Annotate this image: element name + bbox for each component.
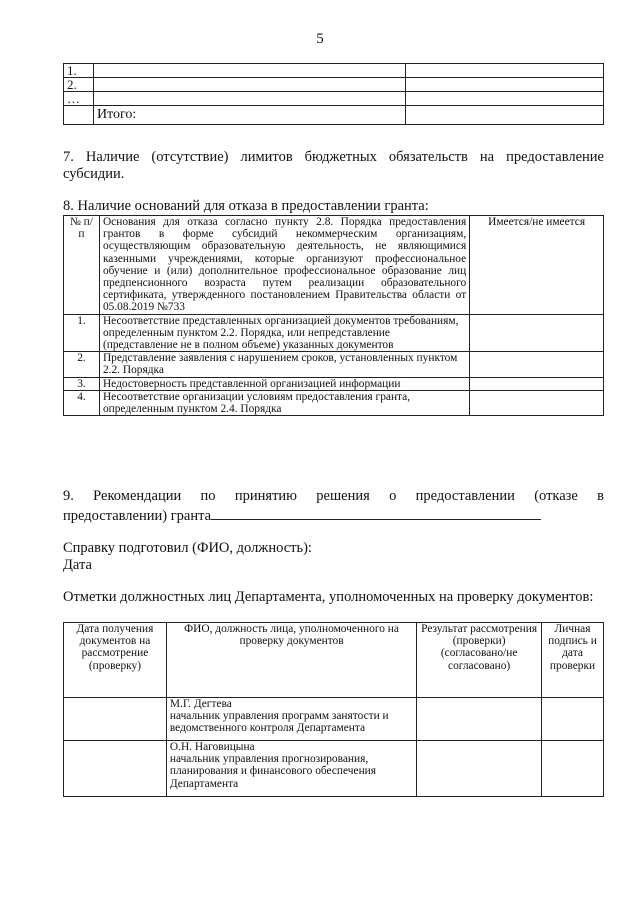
table-row: 2. Представление заявления с нарушением сроков, установленных пунктом 2.2. Порядка bbox=[64, 352, 604, 377]
table-row bbox=[64, 92, 604, 106]
officials-table bbox=[63, 622, 604, 797]
table-row bbox=[64, 64, 604, 78]
section-9-line2: предоставлении) гранта bbox=[63, 508, 212, 524]
total-row bbox=[64, 106, 604, 125]
row-number: … bbox=[64, 92, 94, 106]
header-basis: Основания для отказа согласно пункту 2.8. Порядка предоставления грантов в форме субсидий некоммерческим организациям, осуществляющим образовательную деятельность, не являющимися казенными учреждениями, которые организуют профессиональное обучение и (или) дополнительное профессиональное образование лиц предпенсионного возраста путем реализации образовательного сертификата, утвержденного постановлением Правительства области от 05.08.2019 №733 bbox=[99, 216, 469, 315]
row-number: 1. bbox=[64, 64, 94, 78]
refusal-grounds-table bbox=[63, 215, 604, 416]
table-row bbox=[64, 741, 604, 797]
totals-table bbox=[63, 63, 604, 125]
section-8-title: 8. Наличие оснований для отказа в предоставлении гранта: bbox=[63, 198, 429, 214]
official-name: О.Н. Наговицына bbox=[169, 741, 255, 753]
header-signature: Личная подпись и дата проверки bbox=[542, 623, 604, 698]
official-cell bbox=[166, 698, 416, 741]
total-label: Итого: bbox=[93, 106, 405, 125]
section-9-line1: 9. Рекомендации по принятию решения о предоставлении (отказе в bbox=[63, 488, 604, 504]
section-7-text: 7. Наличие (отсутствие) лимитов бюджетных обязательств на предоставление субсидии. bbox=[63, 149, 604, 182]
header-date: Дата получения документов на рассмотрение (проверку) bbox=[64, 623, 167, 698]
header-presence: Имеется/не имеется bbox=[470, 216, 604, 315]
official-position: начальник управления программ занятости и ведомственного контроля Департамента bbox=[169, 710, 389, 735]
table-row bbox=[64, 698, 604, 741]
row-number: 2. bbox=[64, 78, 94, 92]
section-9-line2-wrap bbox=[63, 505, 604, 525]
page-number: 5 bbox=[316, 31, 324, 47]
date-label: Дата bbox=[63, 557, 92, 573]
table-row: 1. Несоответствие представленных организацией документов требованиям, определенным пунктом 2.2. Порядка, или непредставление (представление не в полном объеме) указанных документов bbox=[64, 314, 604, 352]
official-cell bbox=[166, 741, 416, 797]
prepared-by: Справку подготовил (ФИО, должность): bbox=[63, 540, 312, 556]
table-header-row bbox=[64, 216, 604, 315]
answer-line bbox=[211, 505, 541, 520]
header-result: Результат рассмотрения (проверки) (согласовано/не согласовано) bbox=[417, 623, 542, 698]
table-row: 4. Несоответствие организации условиям предоставления гранта, определенным пунктом 2.4. Порядка bbox=[64, 390, 604, 415]
official-position: начальник управления прогнозирования, планирования и финансового обеспечения Департамента bbox=[169, 753, 377, 790]
header-fio: ФИО, должность лица, уполномоченного на проверку документов bbox=[166, 623, 416, 698]
officials-intro: Отметки должностных лиц Департамента, уполномоченных на проверку документов: bbox=[63, 589, 594, 605]
table-row bbox=[64, 78, 604, 92]
table-row: 3. Недостоверность представленной организацией информации bbox=[64, 377, 604, 390]
official-name: М.Г. Дегтева bbox=[169, 698, 232, 710]
header-num: № п/п bbox=[64, 216, 100, 315]
table-header-row bbox=[64, 623, 604, 698]
